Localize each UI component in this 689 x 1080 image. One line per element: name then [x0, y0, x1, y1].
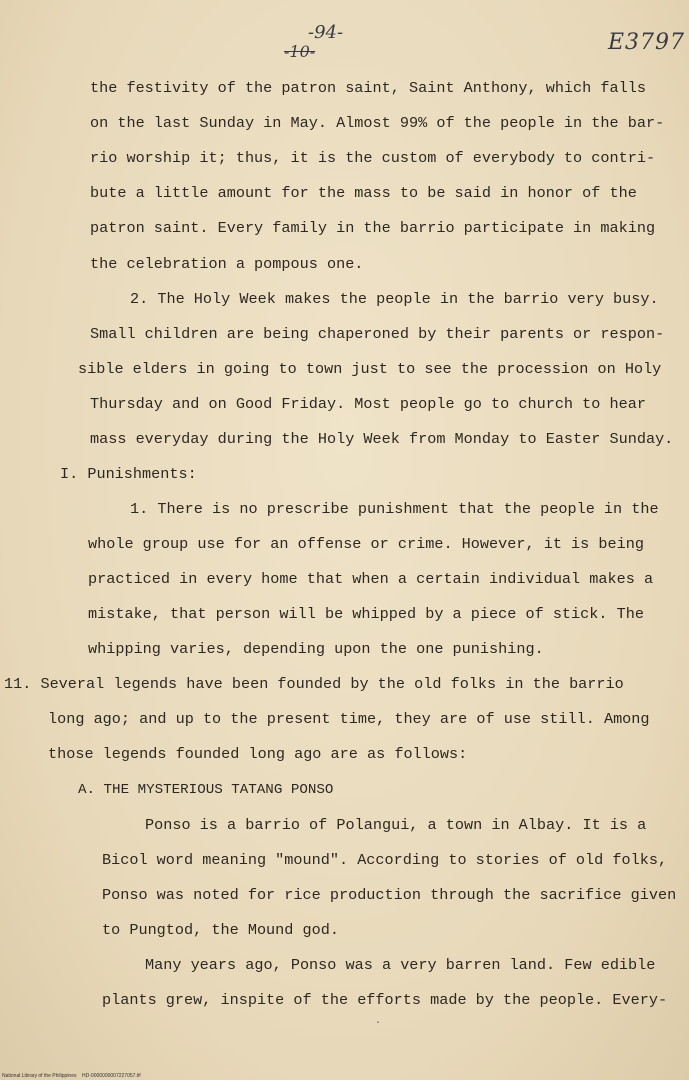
pencil-mark: · [375, 1018, 382, 1029]
text-line: mistake, that person will be whipped by a piece of stick. The [88, 605, 644, 623]
text-line: Small children are being chaperoned by their parents or respon- [90, 325, 665, 343]
text-line: Thursday and on Good Friday. Most people go to church to hear [90, 395, 646, 413]
page-number: -94- [308, 22, 344, 43]
text-line: Ponso is a barrio of Polangui, a town in Albay. It is a [145, 816, 647, 834]
text-line: 2. The Holy Week makes the people in the barrio very busy. [130, 290, 659, 308]
text-line: patron saint. Every family in the barrio participate in making [90, 219, 656, 237]
text-line: sible elders in going to town just to see the procession on Holy [78, 360, 662, 378]
text-line: 1. There is no prescribe punishment that the people in the [130, 500, 659, 518]
text-line: Many years ago, Ponso was a very barren land. Few edible [145, 956, 656, 974]
text-line: on the last Sunday in May. Almost 99% of the people in the bar- [90, 114, 665, 132]
catalog-number: E3797 [608, 30, 686, 55]
text-line: those legends founded long ago are as follows: [48, 745, 468, 763]
text-line: the festivity of the patron saint, Saint Anthony, which falls [90, 79, 646, 97]
archive-footer: National Library of the Philippines HD-0000000007227057.tif [2, 1073, 141, 1079]
text-line: whipping varies, depending upon the one punishing. [88, 640, 544, 658]
text-line: plants grew, inspite of the efforts made by the people. Every- [102, 991, 668, 1009]
legend-title: A. THE MYSTERIOUS TATANG PONSO [78, 782, 334, 798]
text-line: long ago; and up to the present time, they are of use still. Among [48, 710, 650, 728]
text-line: Bicol word meaning "mound". According to stories of old folks, [102, 851, 668, 869]
text-line: to Pungtod, the Mound god. [102, 921, 339, 939]
text-line: whole group use for an offense or crime. However, it is being [88, 535, 644, 553]
text-line: mass everyday during the Holy Week from Monday to Easter Sunday. [90, 430, 674, 448]
section-heading: 11. Several legends have been founded by the old folks in the barrio [4, 675, 624, 693]
text-line: practiced in every home that when a certain individual makes a [88, 570, 654, 588]
text-line: Ponso was noted for rice production through the sacrifice given [102, 886, 677, 904]
text-line: rio worship it; thus, it is the custom of everybody to contri- [90, 149, 656, 167]
text-line: bute a little amount for the mass to be said in honor of the [90, 184, 637, 202]
text-line: the celebration a pompous one. [90, 255, 364, 273]
old-page-number: -10- [284, 42, 316, 61]
section-heading: I. Punishments: [60, 465, 197, 483]
